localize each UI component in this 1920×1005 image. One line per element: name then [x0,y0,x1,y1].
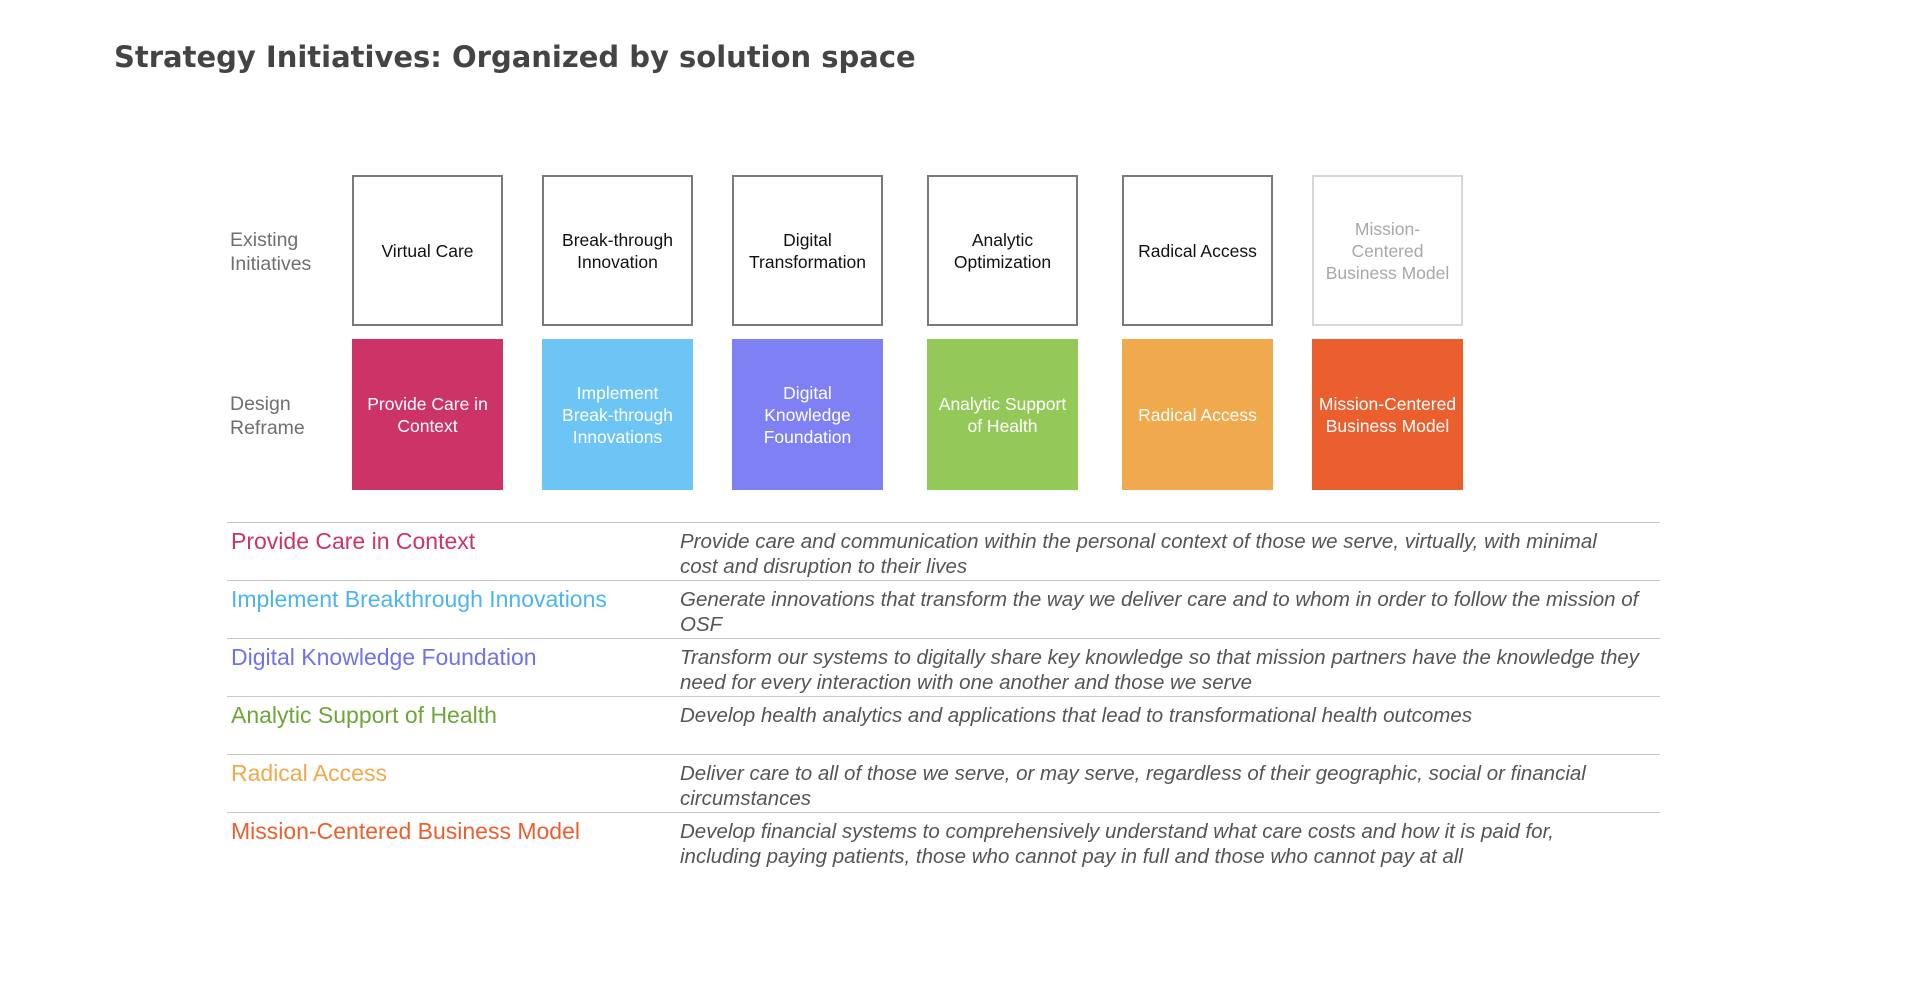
existing-initiative-label: Analytic Optimization [953,229,1052,272]
definition-row [227,522,1660,580]
design-reframe-box [542,339,693,490]
definition-text: Deliver care to all of those we serve, or may serve, regardless of their geographic, social or financial circumstances [680,762,1586,810]
definition-row [227,638,1660,696]
existing-initiative-box [732,175,883,326]
definition-text: Provide care and communication within the personal context of those we serve, virtually, with minimal cost and disruption to their lives [680,530,1597,578]
definition-row [227,812,1660,870]
definitions-table [227,522,1660,870]
definition-text: Develop health analytics and applications that lead to transformational health outcomes [680,704,1473,727]
existing-initiative-label: Radical Access [1138,240,1257,261]
existing-initiative-box [927,175,1078,326]
definition-row [227,696,1660,754]
definition-name: Digital Knowledge Foundation [231,644,537,670]
design-reframe-label: Mission-Centered Business Model [1318,393,1457,436]
design-reframe-box [732,339,883,490]
definition-name: Mission-Centered Business Model [231,818,580,844]
design-reframe-label: Radical Access [1138,404,1257,425]
existing-initiative-label: Mission- Centered Business Model [1325,218,1450,283]
design-reframe-label: Digital Knowledge Foundation [763,382,852,447]
definition-text: Transform our systems to digitally share key knowledge so that mission partners have the knowledge they need for every interaction with one another and those we serve [680,646,1640,694]
existing-initiative-box [542,175,693,326]
existing-initiative-box [1122,175,1273,326]
row-label-existing-initiatives: Existing Initiatives [230,229,312,275]
existing-initiative-box [352,175,503,326]
definition-row [227,754,1660,812]
definition-name: Radical Access [231,760,387,786]
design-reframe-label: Analytic Support of Health [938,393,1067,436]
row-label-design-reframe: Design Reframe [230,393,305,439]
page-title: Strategy Initiatives: Organized by solution space [114,40,916,74]
existing-initiative-label: Digital Transformation [748,229,867,272]
definition-row [227,580,1660,638]
existing-initiative-label: Virtual Care [381,240,474,261]
definition-text: Develop financial systems to comprehensively understand what care costs and how it is paid for, including paying patients, those who cannot pay in full and those who cannot pay at all [680,820,1554,868]
definition-name: Implement Breakthrough Innovations [231,586,607,612]
design-reframe-box [352,339,503,490]
existing-initiative-label: Break-through Innovation [562,229,673,272]
design-reframe-box [1312,339,1463,490]
design-reframe-box [927,339,1078,490]
definition-text: Generate innovations that transform the way we deliver care and to whom in order to follow the mission of OSF [680,588,1639,636]
design-reframe-label: Implement Break-through Innovations [562,382,673,447]
existing-initiative-box [1312,175,1463,326]
design-reframe-box [1122,339,1273,490]
design-reframe-label: Provide Care in Context [367,393,488,436]
definition-name: Analytic Support of Health [231,702,497,728]
definition-name: Provide Care in Context [231,528,476,554]
